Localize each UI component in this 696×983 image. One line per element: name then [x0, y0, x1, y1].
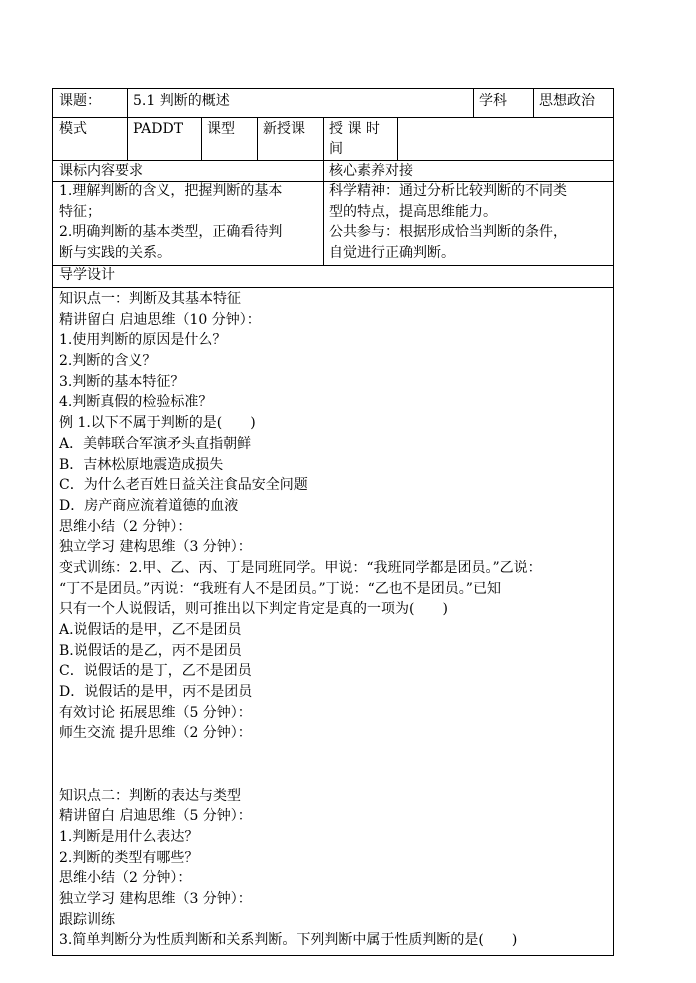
- guide-line: 3.判断的基本特征？: [59, 373, 185, 390]
- guide-line: D．说假话的是甲，丙不是团员: [59, 684, 253, 701]
- guide-line: 师生交流 提升思维（2 分钟）：: [59, 725, 252, 742]
- guide-line: 4.判断真假的检验标准？: [59, 394, 213, 411]
- guide-line: 2.判断的含义？: [59, 353, 157, 370]
- core-literacy-line: 科学精神：通过分析比较判断的不同类: [329, 183, 567, 199]
- guide-line: 2.判断的类型有哪些？: [59, 849, 199, 866]
- guide-line: A．美韩联合军演矛头直指朝鲜: [59, 435, 252, 452]
- guide-line: 1.使用判断的原因是什么？: [59, 332, 227, 349]
- guide-line: 只有一个人说假话，则可推出以下判定肯定是真的一项为( ): [59, 601, 448, 618]
- subject-value: 思想政治: [539, 93, 595, 109]
- guide-line: 思维小结（2 分钟）：: [59, 518, 192, 535]
- time-label-line2: 间: [329, 141, 343, 157]
- guide-line: 有效讨论 拓展思维（5 分钟）：: [59, 704, 252, 721]
- core-literacy-content: [323, 181, 613, 265]
- guide-line: B．吉林松原地震造成损失: [59, 456, 224, 473]
- requirements-line: 2.明确判断的基本类型，正确看待判: [59, 224, 283, 240]
- mode-label: 模式: [59, 121, 87, 137]
- core-literacy-line: 自觉进行正确判断。: [329, 244, 455, 261]
- blank-line: [59, 744, 607, 765]
- time-label: [323, 117, 397, 160]
- time-value: [397, 117, 613, 160]
- guide-line: 精讲留白 启迪思维（5 分钟）：: [59, 808, 252, 825]
- topic-label: 课题：: [59, 93, 101, 109]
- guide-line: 例 1.以下不属于判断的是( ): [59, 415, 256, 432]
- guide-line: D．房产商应流着道德的血液: [59, 497, 239, 514]
- core-literacy-line: 公共参与：根据形成恰当判断的条件，: [329, 224, 567, 240]
- requirements-content: [53, 181, 323, 265]
- lesson-plan-table: [52, 88, 614, 956]
- mode-value: PADDT: [133, 121, 184, 137]
- guide-line: 3.简单判断分为性质判断和关系判断。下列判断中属于性质判断的是( ): [59, 932, 518, 949]
- guide-line: 独立学习 建构思维（3 分钟）：: [59, 890, 252, 907]
- guide-line: 跟踪训练: [59, 911, 115, 928]
- guide-line: 知识点一：判断及其基本特征: [59, 291, 241, 307]
- guide-line: 变式训练：2.甲、乙、丙、丁是同班同学。甲说：“我班同学都是团员。”乙说：: [59, 559, 542, 576]
- guide-line: 思维小结（2 分钟）：: [59, 870, 192, 887]
- guide-line: C．说假话的是丁，乙不是团员: [59, 663, 252, 680]
- core-literacy-line: 型的特点，提高思维能力。: [329, 203, 497, 220]
- guide-line: A.说假话的是甲，乙不是团员: [59, 622, 242, 638]
- guide-line: 知识点二：判断的表达与类型: [59, 787, 241, 804]
- requirements-title: 课标内容要求: [59, 163, 143, 179]
- guide-line: 精讲留白 启迪思维（10 分钟）：: [59, 311, 261, 328]
- core-literacy-title: 核心素养对接: [329, 163, 413, 179]
- guide-content: [53, 288, 613, 955]
- guide-title: 导学设计: [59, 267, 115, 283]
- guide-line: 1.判断是用什么表达？: [59, 828, 199, 845]
- requirements-line: 1.理解判断的含义，把握判断的基本: [59, 183, 283, 199]
- subject-label: 学科: [479, 93, 507, 109]
- type-label: 课型: [207, 121, 235, 137]
- blank-line: [59, 765, 607, 786]
- topic-value: 5.1 判断的概述: [133, 93, 230, 109]
- guide-line: B.说假话的是乙，丙不是团员: [59, 642, 242, 659]
- requirements-line: 特征；: [59, 203, 101, 220]
- requirements-line: 断与实践的关系。: [59, 244, 171, 261]
- guide-line: “丁不是团员。”丙说：“我班有人不是团员。”丁说：“乙也不是团员。”已知: [59, 580, 501, 597]
- guide-line: 独立学习 建构思维（3 分钟）：: [59, 539, 252, 556]
- type-value: 新授课: [263, 121, 305, 137]
- guide-line: C．为什么老百姓日益关注食品安全问题: [59, 477, 308, 494]
- time-label-line1: 授 课 时: [329, 121, 380, 137]
